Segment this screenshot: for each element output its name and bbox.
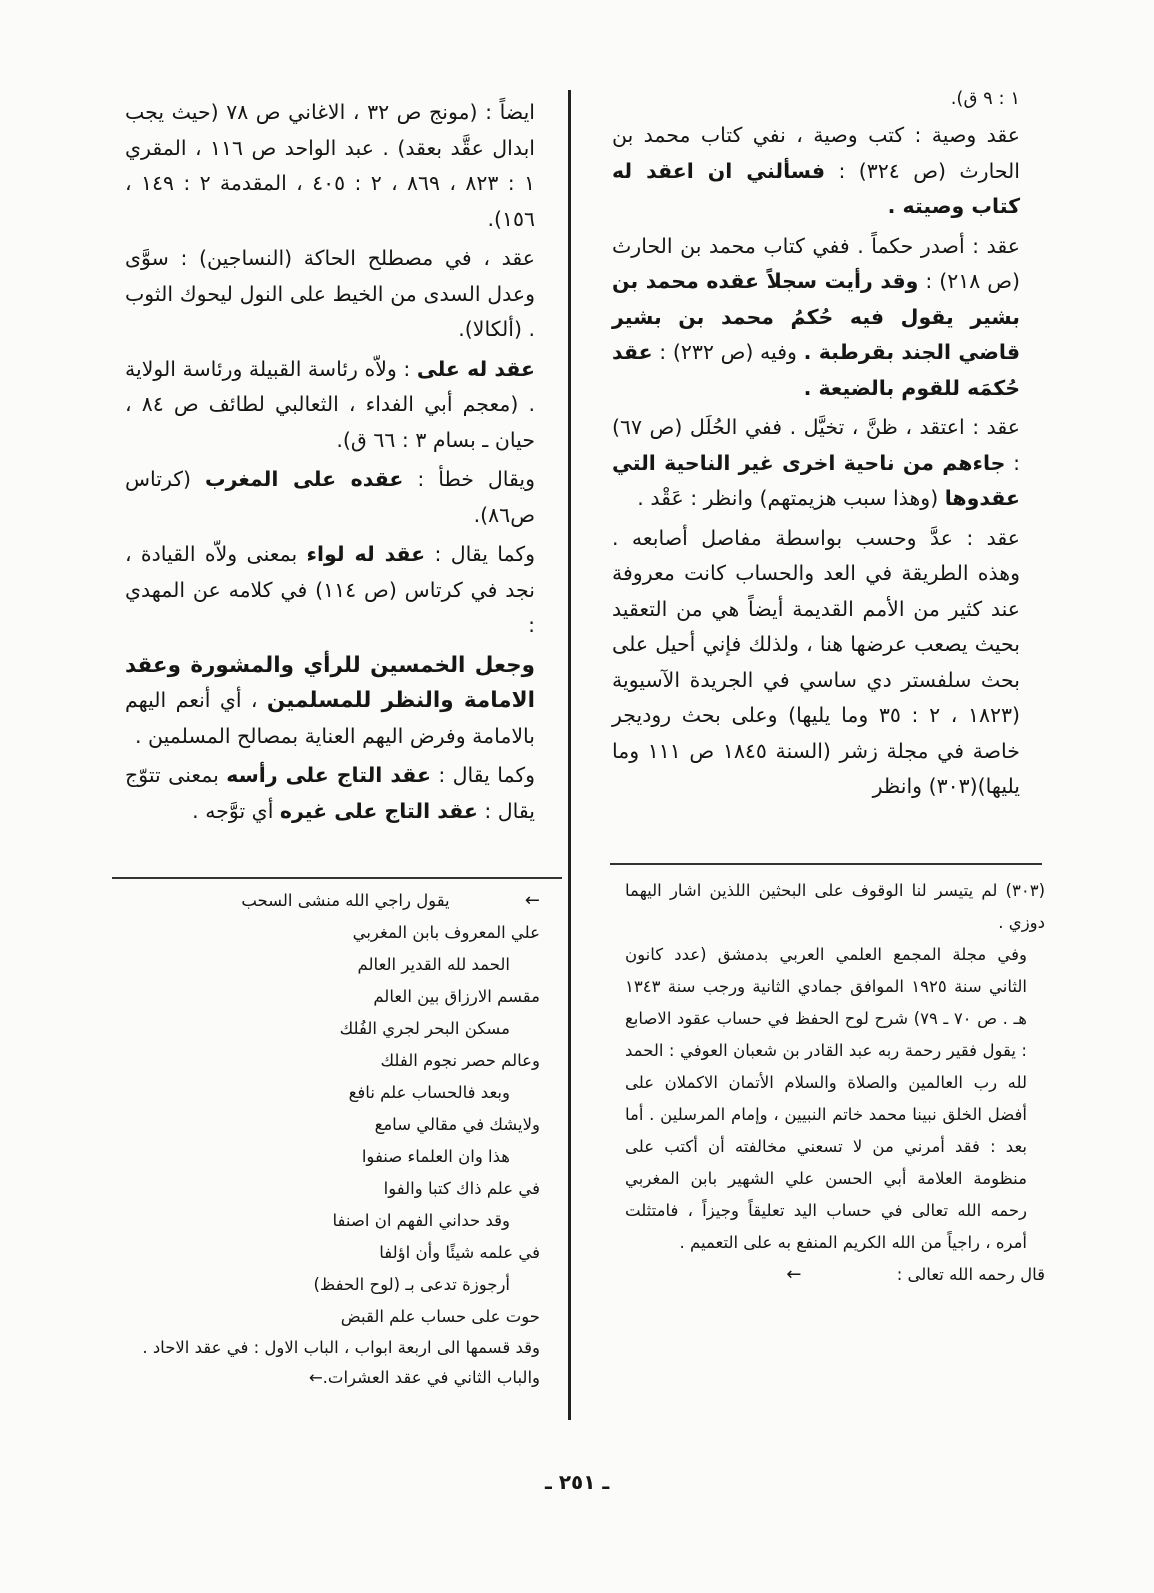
verse: وعالم حصر نجوم الفلك [380,1051,540,1070]
footnote-majalla: وفي مجلة المجمع العلمي العربي بدمشق (عدد كانون الثاني سنة ١٩٢٥ الموافق جمادي الثانية ورجب سنة ١٣٤٣ هـ . ص ٧٠ ـ ٧٩) شرح لوح الحفظ في حساب عقود الاصابع : يقول فقير رحمة ربه عبد القادر بن شعبان العوفي : الحمد لله رب العالمين والصلاة والسلام الأتمان الاكملان على أفضل الخلق نبينا محمد خاتم النبيين ، وإمام المرسلين . أما بعد : فقد أمرني من لا تسعني مخالفته أن أكتب على منظومة العلامة أبي الحسن علي الشهير بابن المغربي رحمه الله تعالى في حساب اليد تعليقاً وجيزاً ، فامتثلت أمره ، راجياً من الله الكريم المنفع به على التعميم . [625,945,1027,1252]
poem-closing: وقد قسمها الى اربعة ابواب ، الباب الاول : في عقد الاحاد . والباب الثاني في عقد العشرات.← [142,1338,540,1387]
entry-hiyaka: عقد ، في مصطلح الحاكة (النساجين) : سوَّى وعدل السدى من الخيط على النول ليحوك الثوب . (ألكالا). [125,246,535,341]
verse: حوت على حساب علم القبض [340,1307,540,1326]
column-divider [568,90,571,1420]
entry-hukm: عقد : أصدر حكماً . ففي كتاب محمد بن الحارث (ص ٢١٨) : وقد رأيت سجلاً عقده محمد بن بشير يقول فيه حُكمُ محمد بن بشير قاضي الجند بقرطبة . وفيه (ص ٢٣٢) : عقد حُكمَه للقوم بالضيعة . [612,233,1021,400]
footnote-divider-left [112,877,562,879]
entry-adda: عقد : عدَّ وحسب بواسطة مفاصل أصابعه . وهذه الطريقة في العد والحساب كانت معروفة عند كثير من الأمم القديمة أيضاً هي من التعقيد بحيث يصعب عرضها هنا ، ولذلك فإني أحيل على بحث سلفستر دي ساسي في الجريدة الآسيوية (١٨٢٣ ، ٢ : ٣٥ وما يليها) وعلى بحث روديجر خاصة في مجلة زشر (السنة ١٨٤٥ ص ١١١ وما يليها)(٣٠٣) وانظر [612,525,1020,798]
entry-imama: وجعل الخمسين للرأي والمشورة وعقد الامامة والنظر للمسلمين ، أي أنعم اليهم بالامامة وفرض اليهم العناية بمصالح المسلمين . [125,652,535,748]
verse: مسكن البحر لجري الفُلك [339,1019,510,1038]
entry-liwa: وكما يقال : عقد له لواء بمعنى ولاّه القيادة ، نجد في كرتاس (ص ١١٤) في كلامه عن المهدي : [125,542,535,637]
footnote-left [130,885,540,1393]
footnote-qala: قال رحمه الله تعالى : ← [625,1259,1045,1291]
entry-refs: ايضاً : (مونج ص ٣٢ ، الاغاني ص ٧٨ (حيث يجب ابدال عقَّد بعقد) . عبد الواحد ص ١١٦ ، المقري ١ : ٨٢٣ ، ٨٦٩ ، ٢ : ٤٠٥ ، المقدمة ٢ : ١٤٩ ، ١٥٦). [125,100,536,231]
verse: في علمه شيئًا وأن اؤلفا [379,1243,540,1262]
verse: ولايشك في مقالي سامع [374,1115,540,1134]
continue-arrow-icon: ← [786,1264,802,1285]
left-column [125,95,535,829]
verse: في علم ذاك كتبا والفوا [383,1179,540,1198]
poem-intro: ← يقول راجي الله منشى السحب [130,885,540,917]
verse: وقد حداني الفهم ان اصنفا [332,1211,510,1230]
verse: الحمد لله القدير العالم [357,955,510,974]
entry-itaqad: عقد : اعتقد ، ظنَّ ، تخيَّل . ففي الحُلَل (ص ٦٧) : جاءهم من ناحية اخرى غير الناحية التي عقدوها (وهذا سبب هزيمتهم) وانظر : عَقْد . [612,415,1020,510]
footnote-right [625,875,1045,1291]
entry-waseya: عقد وصية : كتب وصية ، نفي كتاب محمد بن الحارث (ص ٣٢٤) : فسألني ان اعقد له كتاب وصيته . [612,123,1021,218]
entry-khata: ويقال خطأ : عقده على المغرب (كرتاس ص٨٦). [125,467,536,527]
right-column [612,118,1020,805]
entry-aqada-lahu: عقد له على : ولاّه رئاسة القبيلة ورئاسة الولاية . (معجم أبي الفداء ، الثعالبي لطائف ص ٨٤ ، حيان ـ بسام ٣ : ٦٦ ق). [125,356,535,452]
footnote-divider-right [610,863,1042,865]
verse: علي المعروف بابن المغربي [352,923,540,942]
header-reference: ١ : ٩ ق). [950,88,1020,109]
entry-taj: وكما يقال : عقد التاج على رأسه بمعنى تتوّج يقال : عقد التاج على غيره أي توَّجه . [125,763,536,823]
continued-arrow-icon: ← [524,890,540,911]
verse: أرجوزة تدعى بـ (لوح الحفظ) [313,1275,510,1294]
footnote-303: (٣٠٣) لم يتيسر لنا الوقوف على البحثين اللذين اشار اليهما دوزي . [625,881,1045,932]
verse: هذا وان العلماء صنفوا [361,1147,510,1166]
verse: مقسم الارزاق بين العالم [373,987,540,1006]
page-number: ـ ٢٥١ ـ [545,1470,610,1494]
verse: وبعد فالحساب علم نافع [348,1083,510,1102]
